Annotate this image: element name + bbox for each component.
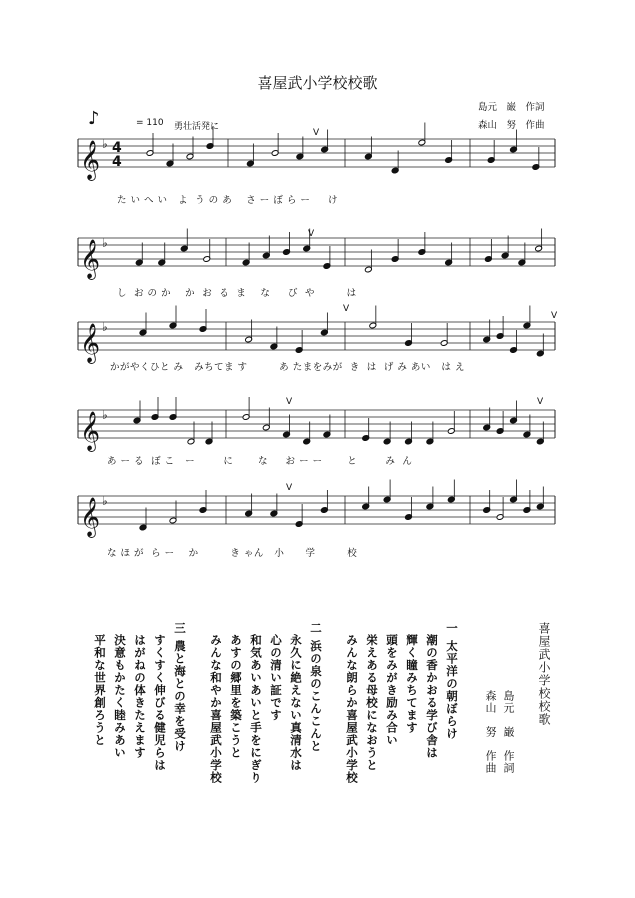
verse-number: 三	[173, 622, 187, 635]
lyric-line-1: た い へ い よ う の あ さ ー ぼ ら ー け	[117, 195, 338, 206]
lyrics-title: 喜屋武小学校校歌	[537, 622, 551, 726]
breath-mark: V	[551, 311, 558, 321]
verse-line: 浜の泉のこんこんと	[309, 640, 323, 753]
treble-clef-icon: 𝄞	[80, 140, 101, 180]
verse-line: 栄えある母校になおうと	[365, 634, 379, 772]
verse-line: 決意もかたく睦みあい	[113, 634, 127, 759]
breath-mark: V	[537, 397, 544, 407]
flat-icon: ♭	[102, 494, 108, 508]
lyric-line-5: な ほ が ら ー か き ゃん 小 学 校	[107, 548, 358, 559]
treble-clef-icon: 𝄞	[80, 239, 101, 279]
flat-icon: ♭	[102, 236, 108, 250]
breath-mark: V	[308, 229, 315, 239]
lyrics-composer: 森山 努 作曲	[484, 690, 497, 774]
lyric-line-3: かがやくひと み みちてま す あ たまをみが き は げ み あい は え	[110, 362, 465, 373]
verse-line: 平和な世界創ろうと	[93, 634, 107, 747]
lyrics-lyricist: 島元 巌 作詞	[502, 690, 515, 774]
treble-clef-icon: 𝄞	[80, 323, 101, 363]
tempo-note-icon: ♪	[88, 108, 100, 129]
verse-line: みんな朗らか喜屋武小学校	[345, 634, 359, 784]
treble-clef-icon: 𝄞	[80, 411, 101, 451]
treble-clef-icon: 𝄞	[80, 497, 101, 537]
time-signature: 4	[112, 140, 122, 156]
verse-line: 心の清い証です	[269, 634, 283, 722]
flat-icon: ♭	[102, 137, 108, 151]
verse-line: 和気あいあいと手をにぎり	[249, 634, 263, 784]
score-title: 喜屋武小学校校歌	[257, 74, 378, 92]
tempo-value: = 110	[136, 118, 164, 128]
verse-line: 潮の香かおる学び舎は	[425, 634, 439, 759]
verse-line: はがねの体きたえます	[133, 634, 147, 759]
verse-line: 輝く瞳みちてます	[405, 634, 419, 734]
lyric-line-2: し お の か か お る ま な び や は	[117, 288, 357, 299]
lyric-line-4: あ ー る ぼ こ ー に な お ー ー と み ん	[107, 456, 413, 467]
verse-line: 頭をみがき励み合い	[385, 634, 399, 747]
lyricist-credit: 島元 巌 作詞	[478, 102, 545, 113]
composer-credit: 森山 努 作曲	[478, 120, 545, 131]
verse-line: 農と海との幸を受け	[173, 640, 187, 753]
clefs	[80, 137, 122, 538]
verse-number: 一	[445, 622, 459, 635]
time-signature: 4	[112, 154, 122, 170]
verse-line: 永久に絶えない真清水は	[289, 634, 303, 772]
tempo-mark: 勇壮活発に	[174, 122, 220, 132]
note-marks	[133, 123, 544, 531]
verse-line: あすの郷里を築こうと	[229, 634, 243, 759]
breath-mark: V	[286, 483, 293, 493]
verse-line: すくすく伸びる健児らは	[153, 634, 167, 772]
breath-mark: V	[286, 397, 293, 407]
flat-icon: ♭	[102, 320, 108, 334]
verse-line: 太平洋の朝ぼらけ	[445, 640, 459, 740]
verse-line: みんな和やか喜屋武小学校	[209, 634, 223, 784]
breath-mark: V	[343, 304, 350, 314]
breath-mark: V	[313, 128, 320, 138]
flat-icon: ♭	[102, 408, 108, 422]
verse-number: 二	[309, 622, 323, 635]
